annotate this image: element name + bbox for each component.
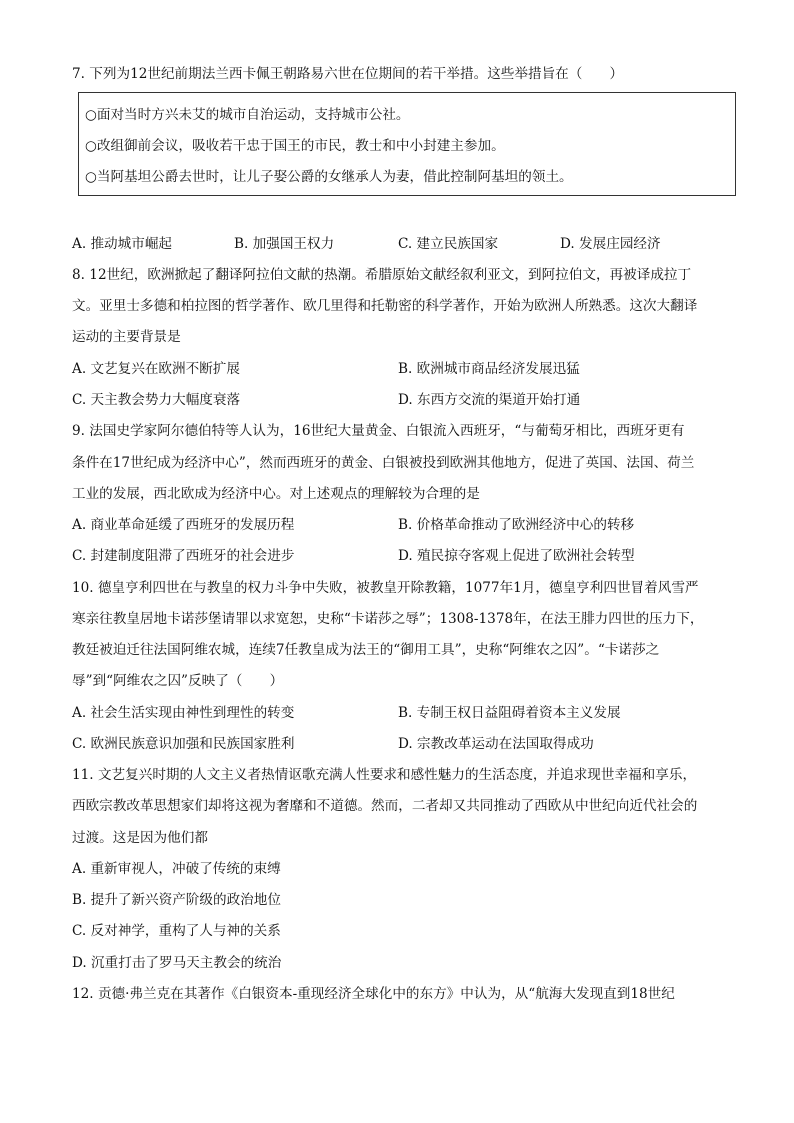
q8-option-c[interactable]: C. 天主教会势力大幅度衰落 <box>72 392 241 408</box>
q10-option-c[interactable]: C. 欧洲民族意识加强和民族国家胜利 <box>72 736 295 752</box>
q12-stem-line-1: 12. 贡德·弗兰克在其著作《白银资本-重现经济全球化中的东方》中认为，从“航海大发现直到18世纪 <box>72 986 675 1002</box>
q10-option-b[interactable]: B. 专制王权日益阻碍着资本主义发展 <box>398 705 621 721</box>
q9-option-b[interactable]: B. 价格革命推动了欧洲经济中心的转移 <box>398 517 635 533</box>
q7-option-c[interactable]: C. 建立民族国家 <box>398 236 499 252</box>
q11-option-b[interactable]: B. 提升了新兴资产阶级的政治地位 <box>72 892 281 908</box>
q11-option-a[interactable]: A. 重新审视人，冲破了传统的束缚 <box>72 861 281 877</box>
q7-stem: 7. 下列为12世纪前期法兰西卡佩王朝路易六世在位期间的若干举措。这些举措旨在（ ） <box>72 66 624 82</box>
q8-option-d[interactable]: D. 东西方交流的渠道开始打通 <box>398 392 581 408</box>
q7-measures-box <box>78 92 736 196</box>
q11-stem-line-3: 过渡。这是因为他们都 <box>72 830 208 846</box>
q9-option-a[interactable]: A. 商业革命延缓了西班牙的发展历程 <box>72 517 295 533</box>
q7-option-d[interactable]: D. 发展庄园经济 <box>560 236 661 252</box>
q8-option-a[interactable]: A. 文艺复兴在欧洲不断扩展 <box>72 361 240 377</box>
q8-stem-line-2: 文。亚里士多德和柏拉图的哲学著作、欧几里得和托勒密的科学著作，开始为欧洲人所熟悉。这次大翻译 <box>72 298 698 314</box>
q10-option-d[interactable]: D. 宗教改革运动在法国取得成功 <box>398 736 594 752</box>
q10-stem-line-2: 寒亲往教皇居地卡诺莎堡请罪以求宽恕，史称“卡诺莎之辱”；1308-1378年，在法王腓力四世的压力下， <box>72 611 704 627</box>
q7-measure-3: ○当阿基坦公爵去世时，让儿子娶公爵的女继承人为妻，借此控制阿基坦的领土。 <box>85 169 573 185</box>
q8-stem-line-3: 运动的主要背景是 <box>72 329 181 345</box>
q7-option-b[interactable]: B. 加强国王权力 <box>234 236 335 252</box>
q9-option-c[interactable]: C. 封建制度阻滞了西班牙的社会进步 <box>72 548 295 564</box>
q8-option-b[interactable]: B. 欧洲城市商品经济发展迅猛 <box>398 361 580 377</box>
q10-stem-line-1: 10. 德皇亨利四世在与教皇的权力斗争中失败，被教皇开除教籍，1077年1月，德皇亨利四世冒着风雪严 <box>72 580 699 596</box>
q8-stem-line-1: 8. 12世纪，欧洲掀起了翻译阿拉伯文献的热潮。希腊原始文献经叙利亚文，到阿拉伯文，再被译成拉丁 <box>72 267 692 283</box>
q7-option-a[interactable]: A. 推动城市崛起 <box>72 236 173 252</box>
q10-stem-line-3: 教廷被迫迁往法国阿维农城，连续7任教皇成为法王的“御用工具”，史称“阿维农之囚”。“卡诺莎之 <box>72 642 660 658</box>
q9-stem-line-2: 条件在17世纪成为经济中心”，然而西班牙的黄金、白银被投到欧洲其他地方，促进了英国、法国、荷兰 <box>72 455 695 471</box>
q11-stem-line-2: 西欧宗教改革思想家们却将这视为奢靡和不道德。然而，二者却又共同推动了西欧从中世纪向近代社会的 <box>72 798 698 814</box>
q9-stem-line-1: 9. 法国史学家阿尔德伯特等人认为，16世纪大量黄金、白银流入西班牙，“与葡萄牙相比，西班牙更有 <box>72 423 685 439</box>
q9-option-d[interactable]: D. 殖民掠夺客观上促进了欧洲社会转型 <box>398 548 635 564</box>
q11-option-c[interactable]: C. 反对神学，重构了人与神的关系 <box>72 923 281 939</box>
q10-stem-line-4: 辱”到“阿维农之囚”反映了（ ） <box>72 673 284 689</box>
q11-option-d[interactable]: D. 沉重打击了罗马天主教会的统治 <box>72 955 282 971</box>
q11-stem-line-1: 11. 文艺复兴时期的人文主义者热情讴歌充满人性要求和感性魅力的生活态度，并追求现世幸福和享乐， <box>72 767 697 783</box>
q10-option-a[interactable]: A. 社会生活实现由神性到理性的转变 <box>72 705 295 721</box>
q7-measure-1: ○面对当时方兴未艾的城市自治运动，支持城市公社。 <box>85 107 410 123</box>
q9-stem-line-3: 工业的发展，西北欧成为经济中心。对上述观点的理解较为合理的是 <box>72 486 480 502</box>
q7-measure-2: ○改组御前会议，吸收若干忠于国王的市民，教士和中小封建主参加。 <box>85 138 505 154</box>
